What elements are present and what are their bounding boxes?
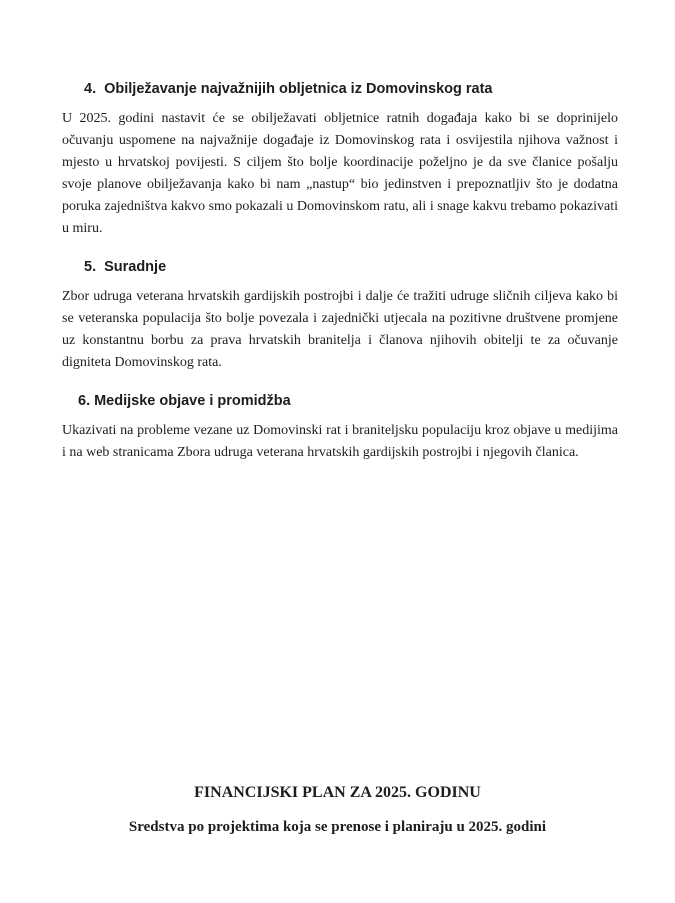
section-4-number: 4. <box>84 81 97 97</box>
section-5-heading <box>62 258 618 277</box>
section-5-number: 5. <box>84 259 97 275</box>
section-5 <box>62 258 618 374</box>
section-5-paragraph: Zbor udruga veterana hrvatskih gardijskih postrojbi i dalje će tražiti udruge sličnih ciljeva kako bi se veteranska populacija što bolje povezala i zajednički utjecala na pozitivne društvene promjene uz konstantnu borbu za prava hrvatskih branitelja i članova njihovih obitelji te za očuvanje digniteta Domovinskog rata. <box>62 289 618 370</box>
section-4-title: Obilježavanje najvažnijih obljetnica iz Domovinskog rata <box>104 81 493 97</box>
section-6 <box>62 392 618 464</box>
section-5-title: Suradnje <box>104 259 167 275</box>
financial-plan-title: FINANCIJSKI PLAN ZA 2025. GODINU <box>194 784 481 801</box>
section-4-paragraph: U 2025. godini nastavit će se obilježavati obljetnice ratnih događaja kako bi se doprinijelo očuvanju uspomene na najvažnije događaje iz Domovinskog rata i osvijestila njihova važnost i mjesto u hrvatskoj povijesti. S ciljem što bolje koordinacije poželjno je da sve članice pošalju svoje planove obilježavanja kako bi nam „nastup“ bio jedinstven i prepoznatljiv što je dodatna poruka zajedništva kakvo smo pokazali u Domovinskom ratu, ali i snage kakvu trebamo pokazivati u miru. <box>62 111 618 236</box>
financial-plan-heading-block <box>0 783 675 836</box>
document-content <box>62 80 618 482</box>
section-6-number: 6. <box>78 393 91 409</box>
section-6-paragraph: Ukazivati na probleme vezane uz Domovinski rat i braniteljsku populaciju kroz objave u medijima i na web stranicama Zbora udruga veterana hrvatskih gardijskih postrojbi i njegovih članica. <box>62 423 618 460</box>
section-6-heading <box>62 392 618 411</box>
section-4-heading <box>62 80 618 99</box>
section-6-title: Medijske objave i promidžba <box>94 393 291 409</box>
financial-plan-subtitle: Sredstva po projektima koja se prenose i planiraju u 2025. godini <box>128 819 547 835</box>
section-4 <box>62 80 618 240</box>
